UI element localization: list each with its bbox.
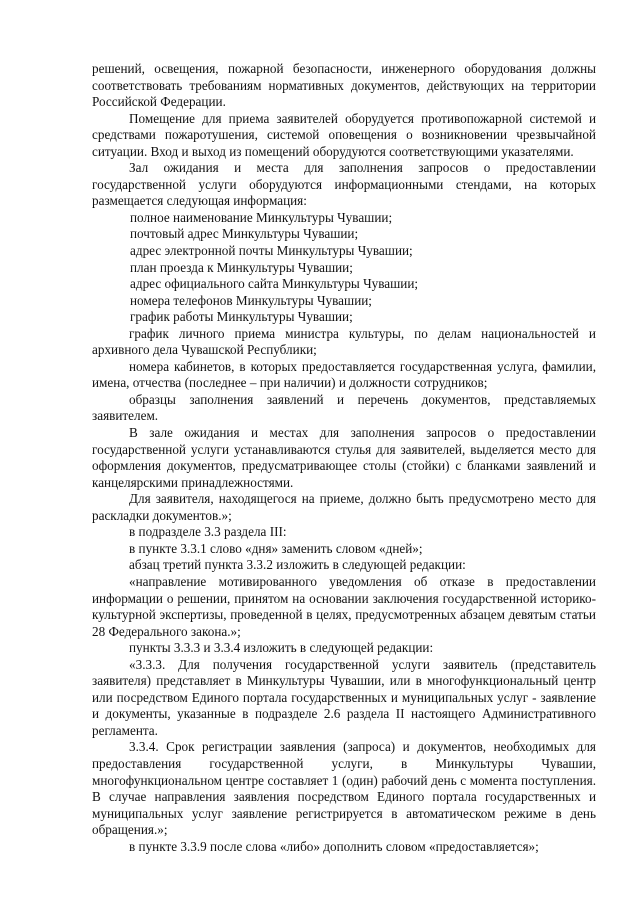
paragraph-info-stands: Зал ожидания и места для заполнения запросов о предоставлении государственной услуги оборудуются информационными стендами, на которых размещается следующая информация:: [92, 160, 596, 209]
paragraph-building-requirements: решений, освещения, пожарной безопасности, инженерного оборудования должны соответствовать требованиям нормативных документов, действующих на территории Российской Федерации.: [92, 61, 596, 110]
list-item-full-name: полное наименование Минкультуры Чувашии;: [130, 209, 393, 225]
paragraph-fire-safety: Помещение для приема заявителей оборудуется противопожарной системой и средствами пожаротушения, системой оповещения о возникновении чрезвычайной ситуации. Вход и выход из помещений оборудуются соответствующими указателями.: [92, 110, 596, 159]
paragraph-item-3-3-4-text: 3.3.4. Срок регистрации заявления (запроса) и документов, необходимых для предоставления государственной услуги, в Минкультуры Чувашии, многофункциональном центре составляет 1 (один) рабочий день с момента поступления. В случае направления заявления посредством Единого портала государственных и муниципальных услуг заявление регистрируется в автоматическом режиме в день обращения.»;: [92, 739, 596, 838]
list-item-email: адрес электронной почты Минкультуры Чувашии;: [130, 243, 413, 259]
paragraph-item-3-3-3-text: «3.3.3. Для получения государственной услуги заявитель (представитель заявителя) представляет в Минкультуры Чувашии, или в многофункциональный центр или посредством Единого портала государственных и муниципальных услуг - заявление и документы, указанные в подразделе 2.6 раздела II настоящего Административного регламента.: [92, 656, 596, 738]
paragraph-item-3-3-2: абзац третий пункта 3.3.2 изложить в следующей редакции:: [129, 557, 466, 573]
document-body: [92, 61, 596, 855]
paragraph-items-3-3-3-and-3-3-4: пункты 3.3.3 и 3.3.4 изложить в следующей редакции:: [129, 640, 434, 656]
paragraph-document-place: Для заявителя, находящегося на приеме, должно быть предусмотрено место для раскладки документов.»;: [92, 491, 596, 523]
paragraph-subsection-3-3: в подразделе 3.3 раздела III:: [129, 524, 287, 540]
paragraph-refusal-notice: «направление мотивированного уведомления об отказе в предоставлении информации о решении, принятом на основании заключения государственной историко-культурной экспертизы, проведенной в целях, предусмотренных абзацем девятым статьи 28 Федерального закона.»;: [92, 573, 596, 639]
paragraph-item-3-3-1: в пункте 3.3.1 слово «дня» заменить словом «дней»;: [129, 540, 423, 556]
list-item-postal-address: почтовый адрес Минкультуры Чувашии;: [130, 226, 359, 242]
list-item-form-samples: образцы заполнения заявлений и перечень документов, представляемых заявителем.: [92, 391, 596, 424]
list-item-route-plan: план проезда к Минкультуры Чувашии;: [130, 259, 353, 275]
paragraph-waiting-hall: В зале ожидания и местах для заполнения запросов о предоставлении государственной услуги устанавливаются стулья для заявителей, выделяется место для оформления документов, предусматривающее столы (стойки) с бланками заявлений и канцелярскими принадлежностями.: [92, 425, 596, 490]
list-item-work-schedule: график работы Минкультуры Чувашии;: [130, 309, 353, 325]
list-item-minister-schedule: график личного приема министра культуры, по делам национальностей и архивного дела Чувашской Республики;: [92, 325, 596, 358]
list-item-office-numbers: номера кабинетов, в которых предоставляется государственная услуга, фамилии, имена, отчества (последнее – при наличии) и должности сотрудников;: [92, 358, 596, 391]
list-item-phones: номера телефонов Минкультуры Чувашии;: [130, 292, 372, 308]
paragraph-item-3-3-9: в пункте 3.3.9 после слова «либо» дополнить словом «предоставляется»;: [129, 838, 539, 854]
list-item-website: адрес официального сайта Минкультуры Чувашии;: [130, 276, 419, 292]
